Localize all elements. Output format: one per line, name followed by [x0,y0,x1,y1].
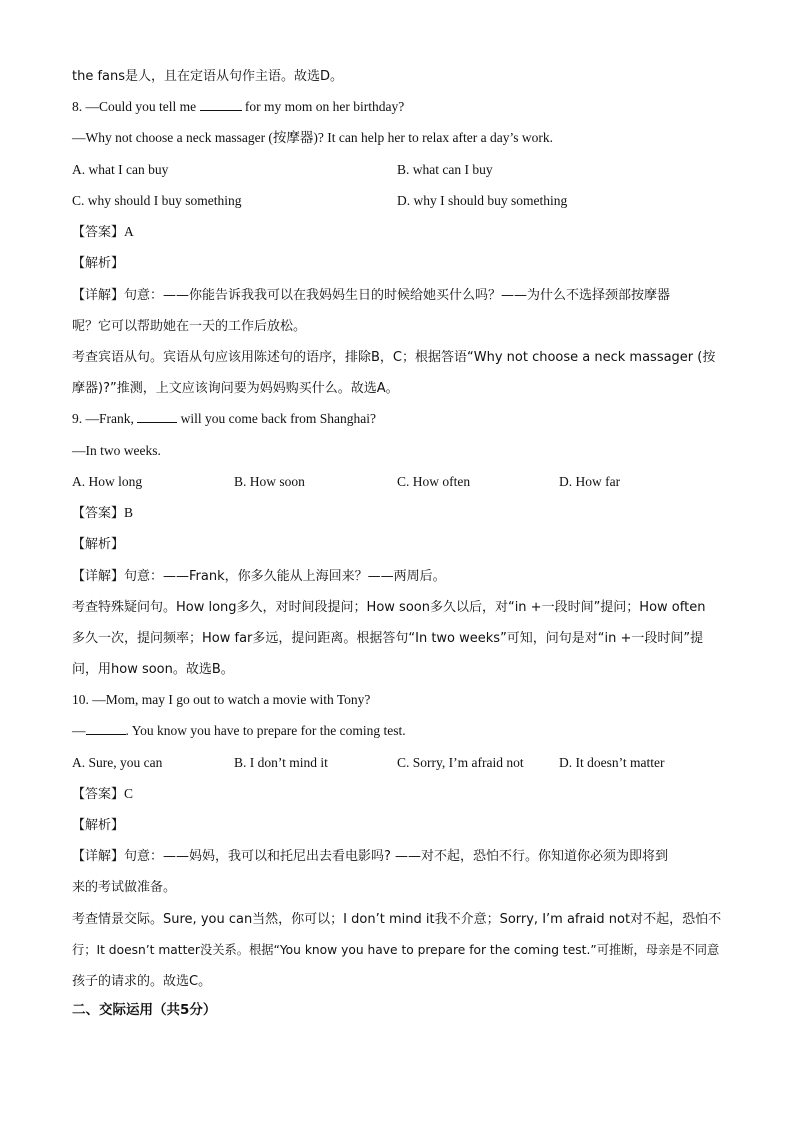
q8-detail-text-2: 呢？它可以帮助她在一天的工作后放松。 [72,319,307,334]
q8-option-c: C. why should I buy something [72,193,242,208]
section-heading: 二、交际运用（共5分） [72,1002,217,1018]
q10-reply-pre: — [72,723,86,738]
q8-answer-value: A [124,224,134,239]
q8-answer-tag: 【答案】 [72,225,125,240]
q9-reply-text: —In two weeks. [72,443,161,458]
q8-reply [72,128,720,148]
q10-explain-2 [72,940,720,960]
q8-option-d: D. why I should buy something [397,193,568,208]
q9-answer [72,503,720,523]
q10-stem [72,690,720,710]
q8-explain-text-1: 考查宾语从句。宾语从句应该用陈述句的语序，排除B，C；根据答语“Why not choose a neck massager (按 [72,350,716,365]
q8-analysis-tag [72,253,720,273]
q9-explain-text-1: 考查特殊疑问句。How long多久，对时间段提问；How soon多久以后，对“in +一段时间”提问；How often [72,600,706,615]
q10-explain-text-1: 考查情景交际。Sure, you can当然，你可以；I don’t mind it我不介意；Sorry, I’m afraid not对不起，恐怕不 [72,912,722,927]
q10-answer-tag: 【答案】 [72,787,125,802]
q9-answer-value: B [124,505,134,520]
q10-answer [72,784,720,804]
q8-detail-1 [72,285,720,305]
intro-text: the fans是人，且在定语从句作主语。故选D。 [72,69,344,84]
q10-reply-post: . You know you have to prepare for the coming test. [125,723,406,738]
q8-answer [72,222,720,242]
q8-blank [200,99,242,111]
q10-option-a: A. Sure, you can [72,755,163,770]
q9-analysis-tag [72,534,720,554]
q10-answer-value: C [124,786,134,801]
q10-detail-text-2: 来的考试做准备。 [72,880,177,895]
q10-detail-1 [72,846,720,866]
q10-explain-text-2: 行；It doesn’t matter没关系。根据“You know you have to prepare for the coming test.”可推断，母亲是不同意 [72,943,720,957]
q9-explain-text-2: 多久一次，提问频率；How far多远，提问距离。根据答句“In two weeks”可知，问句是对“in +一段时间”提 [72,631,704,646]
q9-stem [72,409,720,429]
q9-stem-post: will you come back from Shanghai? [180,411,376,426]
q9-detail-text-1: 句意：——Frank，你多久能从上海回来？——两周后。 [124,569,446,584]
q9-option-b: B. How soon [234,474,305,489]
q10-detail-tag: 【详解】 [72,849,125,864]
q10-analysis-tag [72,815,720,835]
q8-detail-text-1: 句意：——你能告诉我我可以在我妈妈生日的时候给她买什么吗？——为什么不选择颈部按摩器 [124,288,671,303]
q9-option-d: D. How far [559,474,621,489]
q8-explain-1 [72,347,720,367]
q8-reply-text: —Why not choose a neck massager (按摩器)? It can help her to relax after a day’s work. [72,130,553,145]
q9-answer-tag: 【答案】 [72,506,125,521]
q9-detail-tag: 【详解】 [72,569,125,584]
q8-stem-pre: 8. —Could you tell me [72,99,197,114]
q9-explain-3 [72,659,720,679]
q8-analysis-label: 【解析】 [72,256,125,271]
q10-stem-text: 10. —Mom, may I go out to watch a movie with Tony? [72,692,371,707]
intro-line [72,66,720,86]
q8-stem-post: for my mom on her birthday? [244,99,405,114]
q8-option-a: A. what I can buy [72,162,169,177]
q9-stem-pre: 9. —Frank, [72,411,134,426]
q8-explain-2 [72,378,720,398]
q10-detail-2 [72,877,720,897]
q10-option-d: D. It doesn’t matter [559,755,665,770]
q8-option-b: B. what can I buy [397,162,493,177]
q10-detail-text-1: 句意：——妈妈，我可以和托尼出去看电影吗? ——对不起，恐怕不行。你知道你必须为即将到 [124,849,669,864]
q8-detail-2 [72,316,720,336]
q9-blank [137,411,177,423]
q10-reply [72,721,720,741]
q10-explain-3 [72,971,720,991]
q10-explain-1 [72,909,720,929]
q10-blank [86,723,126,735]
q8-stem [72,97,720,117]
q9-option-c: C. How often [397,474,471,489]
q10-explain-text-3: 孩子的请求的。故选C。 [72,974,212,989]
q9-explain-text-3: 问，用how soon。故选B。 [72,662,234,677]
q9-detail-1 [72,566,720,586]
q9-reply [72,441,720,461]
q9-analysis-label: 【解析】 [72,537,125,552]
q9-explain-1 [72,597,720,617]
q8-explain-text-2: 摩器)?”推测，上文应该询问要为妈妈购买什么。故选A。 [72,381,399,396]
q8-detail-tag: 【详解】 [72,288,125,303]
q10-option-c: C. Sorry, I’m afraid not [397,755,524,770]
q9-explain-2 [72,628,720,648]
q9-option-a: A. How long [72,474,143,489]
q10-analysis-label: 【解析】 [72,818,125,833]
q10-option-b: B. I don’t mind it [234,755,328,770]
